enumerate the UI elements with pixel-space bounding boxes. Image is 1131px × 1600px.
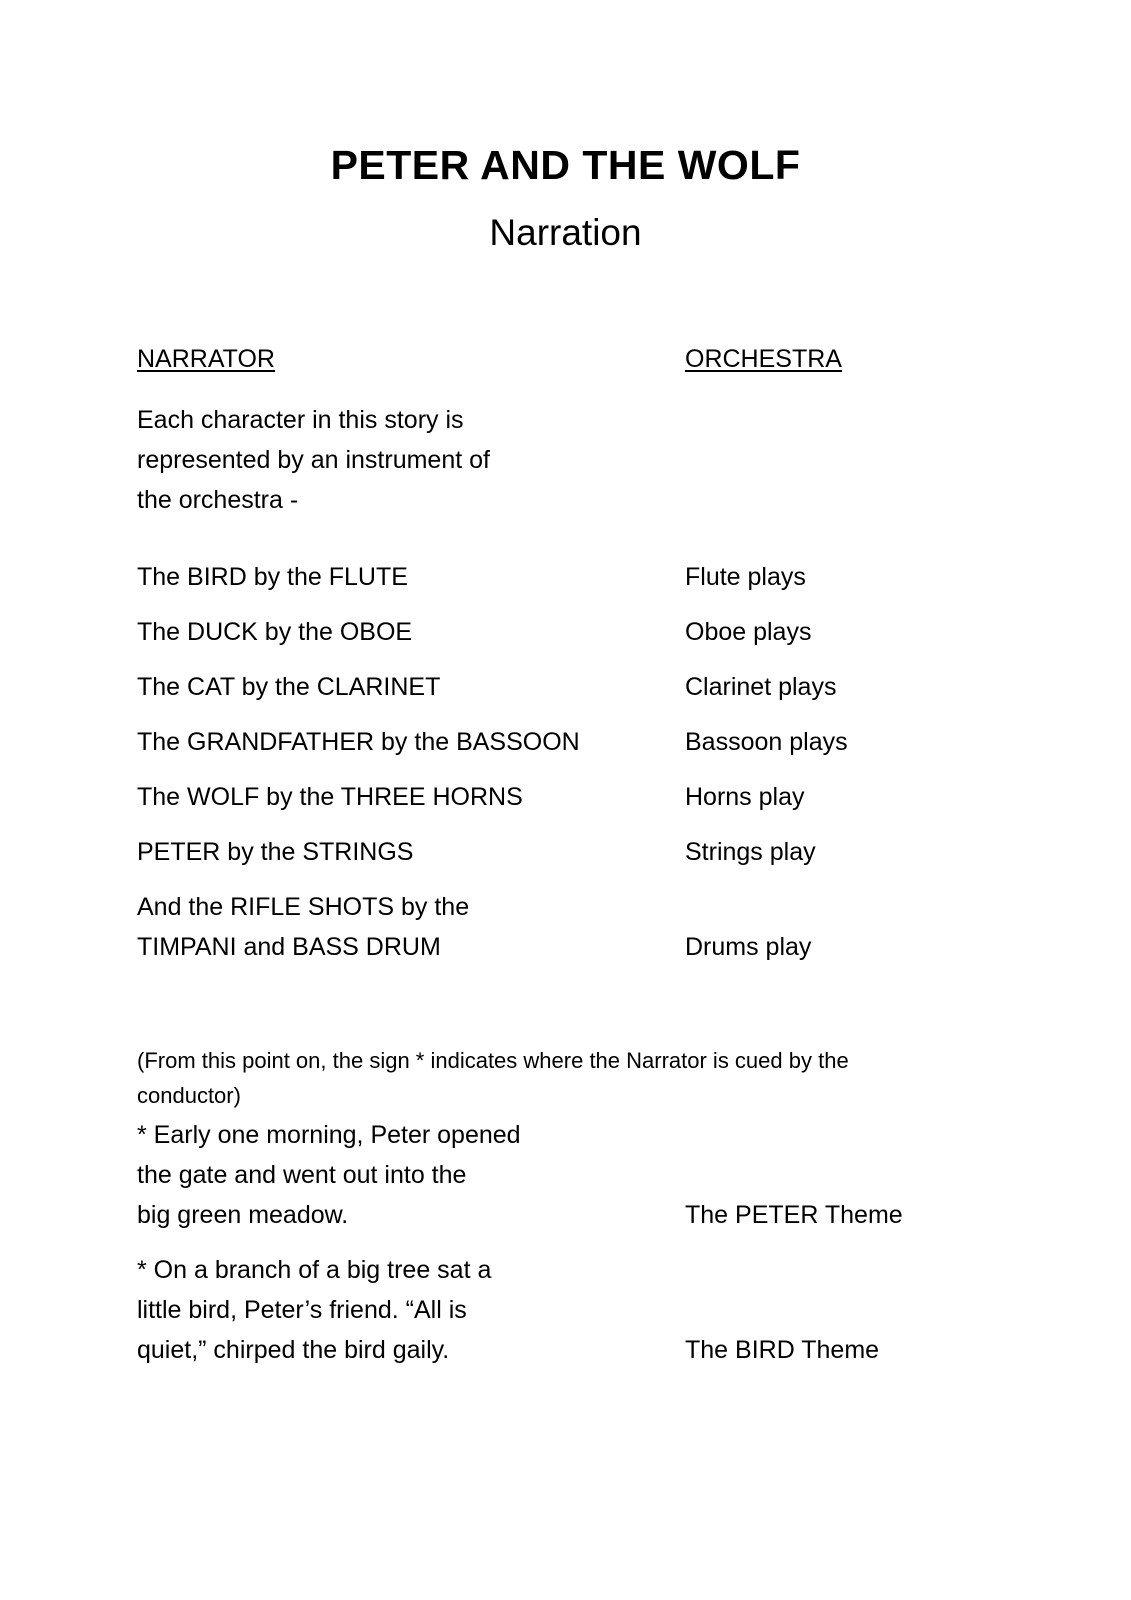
- story-orchestra-cue: The BIRD Theme: [685, 1336, 880, 1364]
- intro-line: represented by an instrument of: [137, 446, 490, 474]
- cast-narration: The DUCK by the OBOE: [137, 618, 413, 646]
- story-line: * Early one morning, Peter opened: [137, 1121, 521, 1149]
- story-paragraph: [137, 1115, 997, 1235]
- story-line: little bird, Peter’s friend. “All is: [137, 1296, 467, 1324]
- cast-narration: The BIRD by the FLUTE: [137, 563, 408, 591]
- orchestra-column-heading: ORCHESTRA: [685, 345, 842, 373]
- narrator-column-heading: NARRATOR: [137, 345, 275, 373]
- cast-orchestra-cue: Bassoon plays: [685, 728, 848, 756]
- story-paragraph: [137, 1250, 997, 1370]
- cast-orchestra-cue: Horns play: [685, 783, 805, 811]
- intro-line: the orchestra -: [137, 486, 299, 514]
- cast-narration: And the RIFLE SHOTS by the: [137, 893, 470, 921]
- cast-orchestra-cue: Strings play: [685, 838, 816, 866]
- page-title: PETER AND THE WOLF: [330, 142, 801, 188]
- story-line: quiet,” chirped the bird gaily.: [137, 1336, 450, 1364]
- cast-narration: The CAT by the CLARINET: [137, 673, 441, 701]
- cast-orchestra-cue: Flute plays: [685, 563, 806, 591]
- cast-narration: The WOLF by the THREE HORNS: [137, 783, 523, 811]
- cast-orchestra-cue: Clarinet plays: [685, 673, 837, 701]
- story-line: the gate and went out into the: [137, 1161, 467, 1189]
- cast-narration: TIMPANI and BASS DRUM: [137, 933, 441, 961]
- cast-narration: The GRANDFATHER by the BASSOON: [137, 728, 580, 756]
- intro-line: Each character in this story is: [137, 406, 464, 434]
- cue-note: [137, 1043, 937, 1113]
- cue-note-line: conductor): [137, 1083, 241, 1108]
- story-orchestra-cue: The PETER Theme: [685, 1201, 903, 1229]
- cast-orchestra-cue: Drums play: [685, 933, 812, 961]
- page-subtitle: Narration: [489, 212, 642, 253]
- intro-paragraph: [137, 400, 567, 520]
- story-line: big green meadow.: [137, 1201, 349, 1229]
- cast-orchestra-cue: Oboe plays: [685, 618, 812, 646]
- cue-note-line: (From this point on, the sign * indicates where the Narrator is cued by the: [137, 1048, 849, 1073]
- cast-narration: PETER by the STRINGS: [137, 838, 414, 866]
- story-line: * On a branch of a big tree sat a: [137, 1256, 492, 1284]
